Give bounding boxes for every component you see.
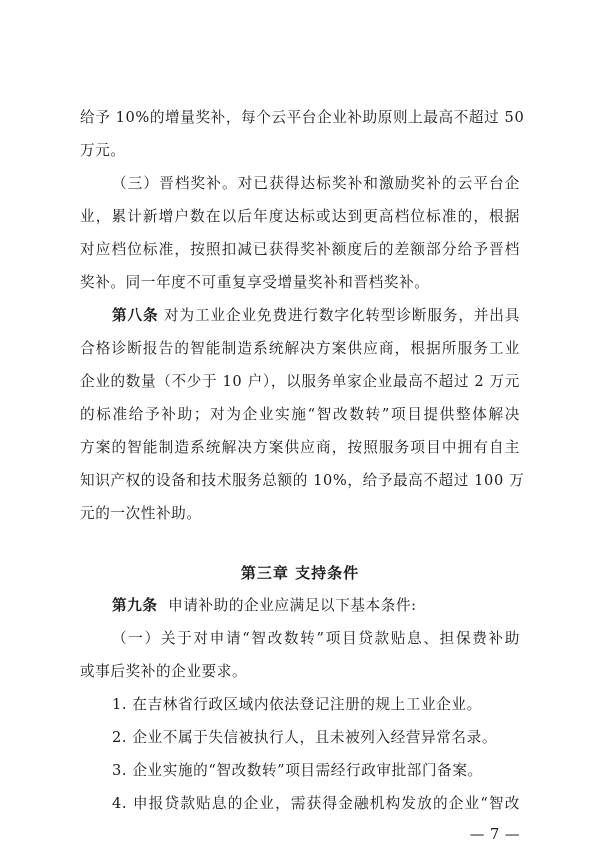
article-nine-first-line	[112, 596, 520, 616]
list-item: 1. 在吉林省行政区域内依法登记注册的规上工业企业。	[112, 696, 482, 713]
article-label: 第九条	[112, 597, 158, 614]
list-item: 3. 企业实施的“智改数转”项目需经行政审批部门备案。	[112, 762, 483, 779]
paragraph-text: 申请补助的企业应满足以下基本条件:	[168, 597, 417, 614]
paragraph-text: 对为工业企业免费进行数字化转型诊断服务，并出具	[164, 307, 520, 324]
paragraph-line: 元的一次性补助。	[80, 505, 202, 522]
list-item: 4. 申报贷款贴息的企业，需获得金融机构发放的企业“智改	[112, 795, 520, 812]
paragraph-line: 给予 10%的增量奖补，每个云平台企业补助原则上最高不超过 50	[80, 109, 525, 126]
paragraph-line: 万元。	[80, 142, 126, 159]
paragraph-line: 合格诊断报告的智能制造系统解决方案供应商，根据所服务工业	[80, 340, 520, 357]
chapter-title: 第三章 支持条件	[240, 564, 360, 582]
paragraph-line: 的标准给予补助；对为企业实施“智改数转”项目提供整体解决	[80, 406, 520, 423]
paragraph-line: 方案的智能制造系统解决方案供应商，按照服务项目中拥有自主	[80, 439, 520, 456]
paragraph-line: 奖补。同一年度不可重复享受增量奖补和晋档奖补。	[80, 274, 430, 291]
paragraph-line: 或事后奖补的企业要求。	[80, 663, 248, 680]
paragraph-line: 企业的数量（不少于 10 户），以服务单家企业最高不超过 2 万元	[80, 373, 520, 390]
article-label: 第八条	[112, 307, 159, 324]
list-item: 2. 企业不属于失信被执行人，且未被列入经营异常名录。	[112, 729, 498, 746]
page-number: — 7 —	[469, 826, 520, 843]
paragraph-line: 知识产权的设备和技术服务总额的 10%，给予最高不超过 100 万	[80, 472, 525, 489]
paragraph-line: （一）关于对申请“智改数转”项目贷款贴息、担保费补助	[112, 630, 520, 647]
article-eight-first-line	[112, 306, 520, 326]
paragraph-line: 业，累计新增户数在以后年度达标或达到更高档位标准的，根据	[80, 208, 520, 225]
paragraph-line: （三）晋档奖补。对已获得达标奖补和激励奖补的云平台企	[112, 175, 520, 192]
paragraph-line: 对应档位标准，按照扣减已获得奖补额度后的差额部分给予晋档	[80, 241, 520, 258]
